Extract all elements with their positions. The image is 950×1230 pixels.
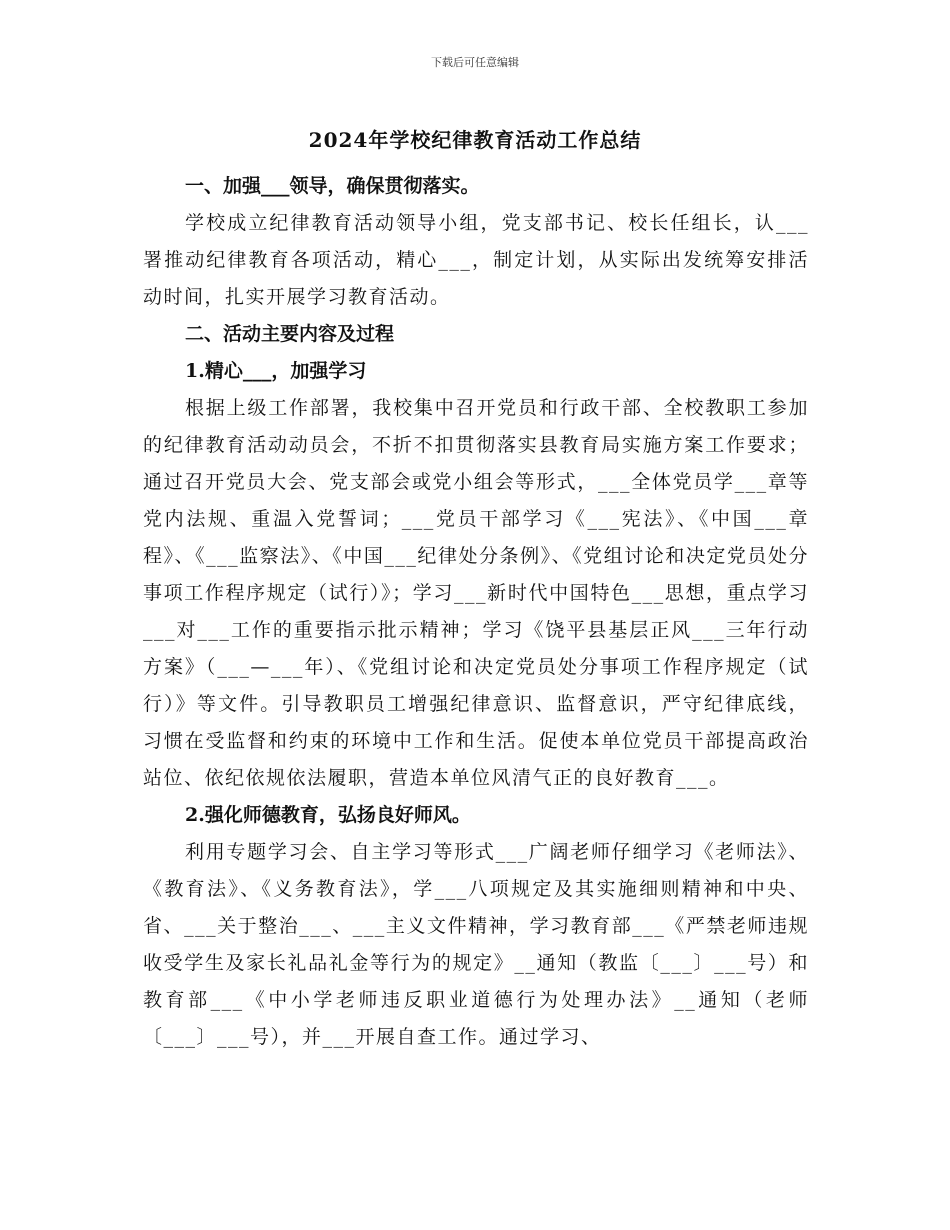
document-title: 2024年学校纪律教育活动工作总结 (308, 128, 642, 152)
header-note: 下载后可任意编辑 (431, 56, 519, 69)
section-2-2-paragraph: 利用专题学习会、自主学习等形式___广阔老师仔细学习《老师法》、《教育法》、《义务教育法》，学___八项规定及其实施细则精神和中央、省、___关于整治___、___主义文件精神，学习教育部___《严禁老师违规收受学生及家长礼品礼金等行为的规定》__通知（教监〔___〕___号）和教育部___《中小学老师违反职业道德行为处理办法》__通知（老师〔___〕___号），并___开展自查工作。通过学习、 (143, 841, 809, 1048)
section-2-heading: 二、活动主要内容及过程 (185, 323, 395, 345)
section-2-2-heading: 2.强化师德教育，弘扬良好师风。 (185, 804, 471, 826)
section-2-1-heading: 1.精心___，加强学习 (185, 360, 367, 382)
section-1-heading: 一、加强___领导，确保贯彻落实。 (185, 175, 480, 197)
section-2-1-paragraph: 根据上级工作部署，我校集中召开党员和行政干部、全校教职工参加的纪律教育活动动员会，不折不扣贯彻落实县教育局实施方案工作要求；通过召开党员大会、党支部会或党小组会等形式，___全体党员学___章等党内法规、重温入党誓词；___党员干部学习《___宪法》、《中国___章程》、《___监察法》、《中国___纪律处分条例》、《党组讨论和决定党员处分事项工作程序规定（试行）》；学习___新时代中国特色___思想，重点学习___对___工作的重要指示批示精神；学习《饶平县基层正风___三年行动方案》（___—___年）、《党组讨论和决定党员处分事项工作程序规定（试行）》等文件。引导教职员工增强纪律意识、监督意识，严守纪律底线，习惯在受监督和约束的环境中工作和生活。促使本单位党员干部提高政治站位、依纪依规依法履职，营造本单位风清气正的良好教育___。 (143, 397, 809, 789)
document-body (143, 168, 809, 1056)
section-1-paragraph: 学校成立纪律教育活动领导小组，党支部书记、校长任组长，认___署推动纪律教育各项活动，精心___，制定计划，从实际出发统筹安排活动时间，扎实开展学习教育活动。 (143, 212, 809, 308)
